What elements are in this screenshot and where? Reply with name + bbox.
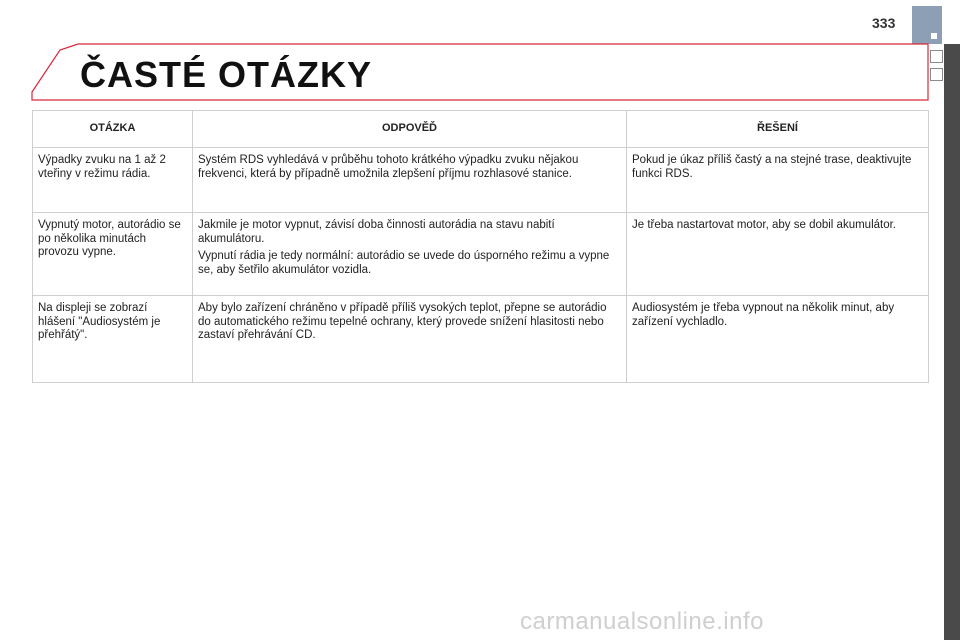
solution-cell: Je třeba nastartovat motor, aby se dobil akumulátor. (627, 213, 929, 296)
table-header-row (33, 111, 929, 148)
solution-cell: Pokud je úkaz příliš častý a na stejné trase, deaktivujte funkci RDS. (627, 148, 929, 213)
solution-cell: Audiosystém je třeba vypnout na několik minut, aby zařízení vychladlo. (627, 296, 929, 383)
side-checkbox-icon (930, 50, 943, 63)
page-number: 333 (872, 15, 896, 31)
header-question: OTÁZKA (33, 111, 193, 148)
question-cell: Vypnutý motor, autorádio se po několika minutách provozu vypne. (33, 213, 193, 296)
tab-dot (931, 33, 937, 39)
question-cell: Výpadky zvuku na 1 až 2 vteřiny v režimu rádia. (33, 148, 193, 213)
side-checkbox-icon (930, 68, 943, 81)
question-cell: Na displeji se zobrazí hlášení "Audiosystém je přehřátý". (33, 296, 193, 383)
faq-table (32, 110, 929, 383)
header-solution: ŘEŠENÍ (627, 111, 929, 148)
answer-paragraph: Jakmile je motor vypnut, závisí doba činnosti autorádia na stavu nabití akumulátoru. (198, 219, 555, 245)
page-title: ČASTÉ OTÁZKY (80, 54, 373, 95)
right-side-bar (944, 44, 960, 640)
header-answer: ODPOVĚĎ (193, 111, 627, 148)
table-row (33, 296, 929, 383)
watermark: carmanualsonline.info (520, 608, 764, 635)
answer-cell (193, 296, 627, 383)
table-row (33, 213, 929, 296)
answer-paragraph: Systém RDS vyhledává v průběhu tohoto krátkého výpadku zvuku nějakou frekvenci, která by případně umožnila zlepšení příjmu rozhlasové stanice. (198, 154, 579, 180)
answer-cell (193, 213, 627, 296)
answer-paragraph: Vypnutí rádia je tedy normální: autorádio se uvede do úsporného režimu a vypne se, aby šetřilo akumulátor vozidla. (198, 250, 610, 276)
answer-paragraph: Aby bylo zařízení chráněno v případě příliš vysokých teplot, přepne se autorádio do automatického režimu tepelné ochrany, který provede snížení hlasitosti nebo zastaví přehrávání CD. (198, 302, 607, 341)
table-row (33, 148, 929, 213)
answer-cell (193, 148, 627, 213)
